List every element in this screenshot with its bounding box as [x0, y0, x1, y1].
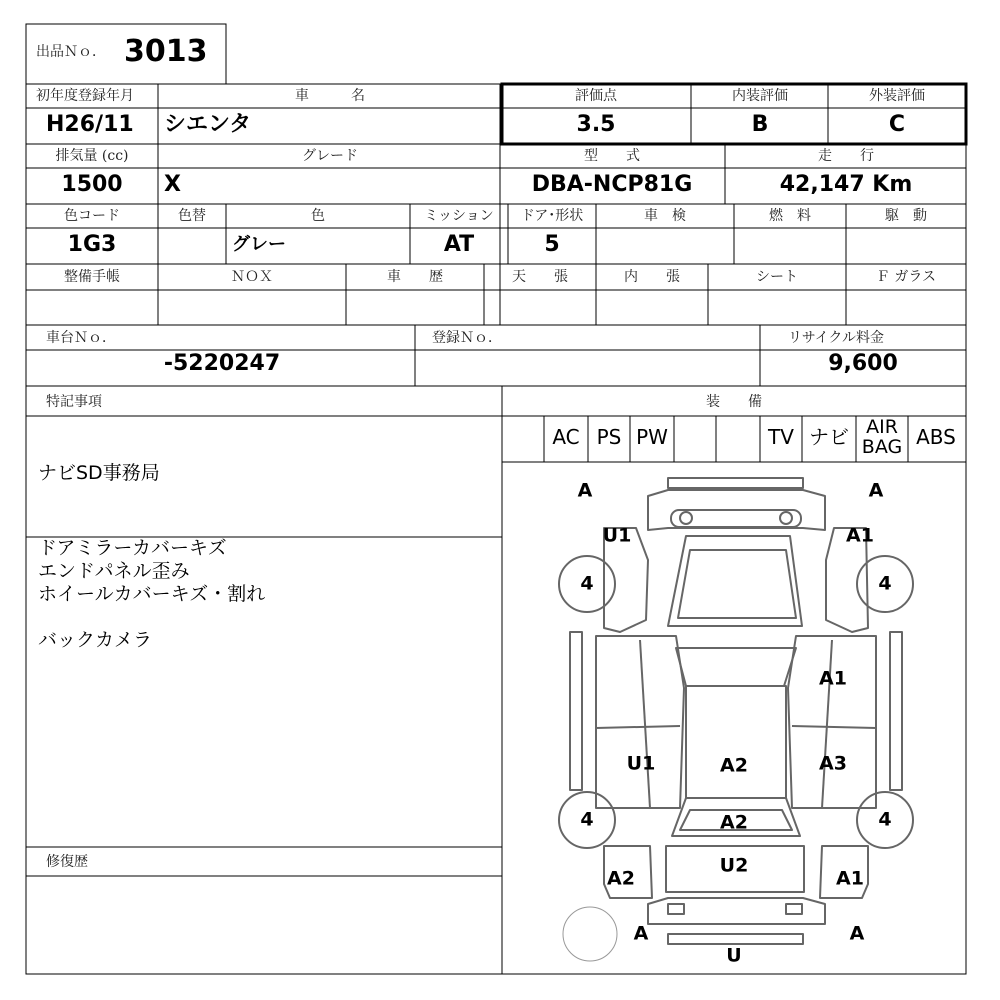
model-label: 型 式 [584, 148, 640, 164]
exterior-score-value: C [888, 112, 906, 137]
color-code-value: 1G3 [67, 232, 117, 257]
interior-score-value: B [751, 112, 769, 137]
lot-number: 3013 [124, 34, 208, 69]
mark-left-front-tire: 4 [580, 572, 594, 595]
first-reg-value: H26/11 [46, 112, 134, 137]
transmission-label: ミッション [424, 208, 494, 224]
car-name-value: シエンタ [164, 112, 252, 137]
repair-label: 修復歴 [46, 854, 88, 870]
door-shape-label: ドア･形状 [520, 208, 584, 224]
spare-tire-circle [563, 907, 617, 961]
color-label: 色 [311, 208, 325, 224]
mark-right-front-tire: 4 [878, 572, 892, 595]
mark-front-right-corner: A [868, 479, 884, 502]
mark-right-rear-tire: 4 [878, 808, 892, 831]
mark-right-front-fender: A1 [846, 524, 874, 547]
interior-trim-label: 内 張 [624, 269, 680, 285]
equipment-pw: PW [636, 425, 668, 449]
maintenance-label: 整備手帳 [64, 269, 120, 285]
exterior-score-label: 外装評価 [869, 88, 925, 104]
notes-label: 特記事項 [46, 394, 102, 410]
notes-line-3: ホイールカバーキズ・割れ [38, 583, 266, 605]
mark-rear-bumper: U [726, 944, 742, 967]
inspection-label: 車 検 [644, 208, 686, 224]
notes-line-5: バックカメラ [38, 629, 153, 651]
mark-rear-glass: A2 [720, 811, 748, 834]
reg-no-label: 登録Ｎｏ． [432, 330, 502, 346]
interior-score-label: 内装評価 [732, 88, 788, 104]
notes-line-2: エンドパネル歪み [38, 560, 190, 582]
mark-right-rear-fender: A1 [836, 867, 864, 890]
equipment-label: 装 備 [706, 394, 762, 410]
equipment-abs: ABS [916, 425, 956, 449]
displacement-value: 1500 [61, 172, 123, 197]
mark-back-door: U2 [719, 854, 749, 877]
color-change-label: 色替 [178, 208, 206, 224]
fuel-label: 燃 料 [769, 208, 811, 224]
lot-label: 出品Ｎｏ． [36, 44, 106, 60]
door-shape-value: 5 [544, 232, 560, 257]
notes-line-1: ドアミラーカバーキズ [38, 537, 227, 559]
ceiling-label: 天 張 [512, 269, 568, 285]
mark-left-rear-door: U1 [626, 752, 656, 775]
score-label: 評価点 [575, 88, 617, 104]
equipment-air: AIR [866, 416, 898, 438]
mileage-value: 42,147 Km [779, 172, 913, 197]
mark-right-rear-door: A3 [819, 752, 847, 775]
model-value: DBA-NCP81G [531, 172, 693, 197]
score-value: 3.5 [576, 112, 616, 137]
recycle-value: 9,600 [828, 351, 898, 376]
first-reg-label: 初年度登録年月 [36, 88, 134, 104]
mark-right-front-door: A1 [819, 667, 847, 690]
mark-left-rear-fender: A2 [607, 867, 635, 890]
displacement-label: 排気量 (cc) [55, 148, 129, 164]
car-name-label: 車 名 [295, 88, 365, 104]
chassis-no-value: -5220247 [163, 351, 281, 376]
mark-left-rear-tire: 4 [580, 808, 594, 831]
nox-label: ＮＯＸ [231, 269, 273, 285]
seat-label: シート [756, 269, 798, 285]
notes-upper: ナビSD事務局 [38, 462, 160, 484]
drive-label: 駆 動 [885, 208, 927, 224]
grade-value: X [164, 172, 181, 197]
mark-rear-left-corner: A [633, 922, 649, 945]
mark-front-left-corner: A [577, 479, 593, 502]
transmission-value: AT [443, 232, 475, 257]
mileage-label: 走 行 [818, 148, 874, 164]
equipment-navi: ナビ [809, 425, 849, 449]
chassis-no-label: 車台Ｎｏ． [46, 330, 116, 346]
recycle-label: リサイクル料金 [787, 330, 885, 346]
equipment-tv: TV [768, 425, 794, 449]
color-code-label: 色コード [64, 208, 120, 224]
f-glass-label: Ｆ ガラス [875, 269, 937, 285]
mark-left-front-fender: U1 [602, 524, 632, 547]
mark-rear-right-corner: A [849, 922, 865, 945]
mark-roof: A2 [720, 754, 748, 777]
equipment-ps: PS [596, 425, 622, 449]
equipment-ac: AC [552, 425, 580, 449]
grade-label: グレード [302, 148, 358, 164]
history-label: 車 歴 [387, 269, 443, 285]
color-value: グレー [232, 234, 286, 255]
equipment-bag: BAG [861, 436, 903, 458]
